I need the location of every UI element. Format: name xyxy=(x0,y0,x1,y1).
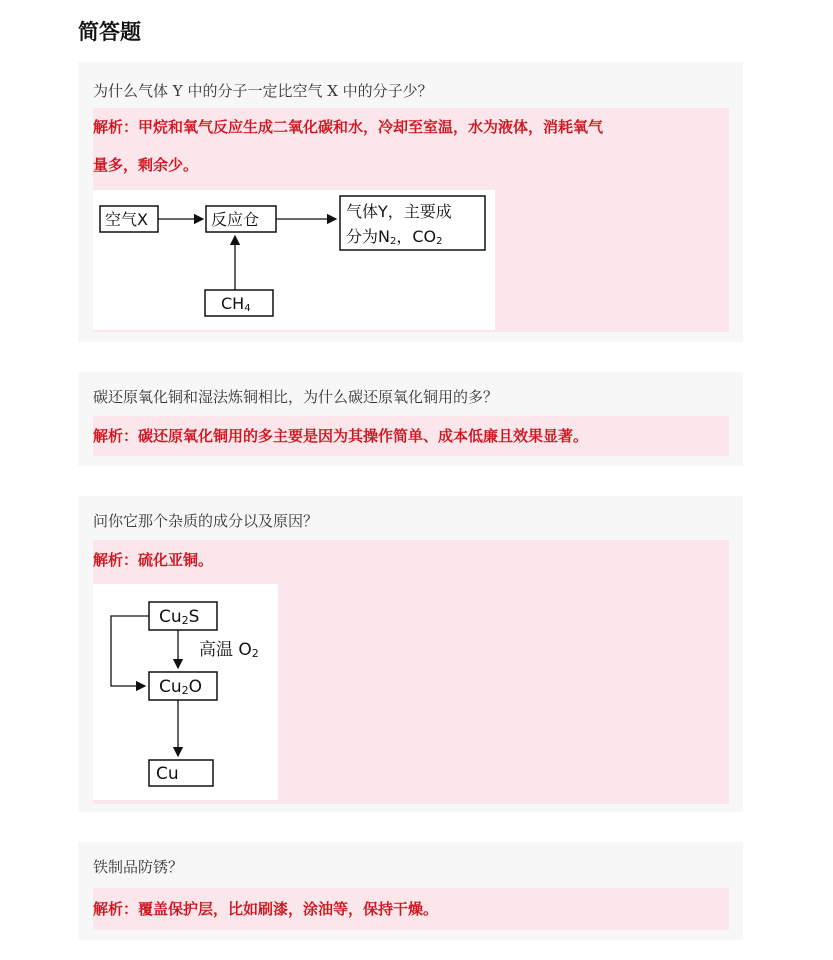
arrow-loop-cu2s-to-cu2o xyxy=(111,616,149,686)
box-cu xyxy=(149,760,213,786)
question-card-4 xyxy=(78,842,743,940)
flow-diagram-reactor xyxy=(93,190,495,330)
gas-y-line1: 气体Y，主要成 xyxy=(346,202,452,221)
answer-block xyxy=(93,888,729,930)
box-cu2o-label: Cu2O xyxy=(159,677,203,697)
question-text: 为什么气体 Y 中的分子一定比空气 X 中的分子少？ xyxy=(93,82,433,100)
reaction-condition: 高温 O2 xyxy=(199,640,259,660)
box-reactor-label: 反应仓 xyxy=(211,210,260,229)
box-cu2s-label: Cu2S xyxy=(159,607,200,627)
box-cu2s xyxy=(149,602,217,630)
answer-text: 甲烷和氧气反应生成二氧化碳和水，冷却至室温，水为液体，消耗氧气 xyxy=(138,118,604,136)
answer-label: 解析： xyxy=(93,551,139,569)
box-cu2o xyxy=(149,672,217,700)
box-ch4 xyxy=(205,290,273,316)
section-title: 简答题 xyxy=(78,20,141,44)
answer-line-1 xyxy=(93,112,729,142)
answer-text: 碳还原氧化铜用的多主要是因为其操作简单、成本低廉且效果显著。 xyxy=(138,427,589,445)
box-air xyxy=(100,206,158,232)
question-text: 碳还原氧化铜和湿法炼铜相比，为什么碳还原氧化铜用的多？ xyxy=(93,388,499,406)
answer-block xyxy=(93,416,729,456)
answer-line xyxy=(93,894,729,924)
answer-text: 覆盖保护层，比如刷漆，涂油等，保持干燥。 xyxy=(138,900,439,918)
question-text: 问你它那个杂质的成分以及原因？ xyxy=(93,512,319,530)
question-text: 铁制品防锈？ xyxy=(93,858,184,876)
box-air-label: 空气X xyxy=(105,210,148,229)
answer-line xyxy=(93,421,729,451)
answer-text: 硫化亚铜。 xyxy=(138,551,214,569)
answer-label: 解析： xyxy=(93,427,139,445)
question-card-1 xyxy=(78,62,743,342)
answer-label: 解析： xyxy=(93,118,139,136)
question-card-2 xyxy=(78,372,743,466)
box-cu-label: Cu xyxy=(156,764,179,784)
answer-line xyxy=(93,545,729,575)
box-ch4-label: CH4 xyxy=(221,294,251,314)
flow-diagram-copper xyxy=(93,584,278,800)
answer-label: 解析： xyxy=(93,900,139,918)
gas-y-line2: 分为N2，CO2 xyxy=(346,227,443,247)
question-card-3 xyxy=(78,496,743,812)
box-gas-y xyxy=(340,196,485,250)
box-reactor xyxy=(206,206,276,232)
answer-line-2: 量多，剩余少。 xyxy=(93,156,199,174)
